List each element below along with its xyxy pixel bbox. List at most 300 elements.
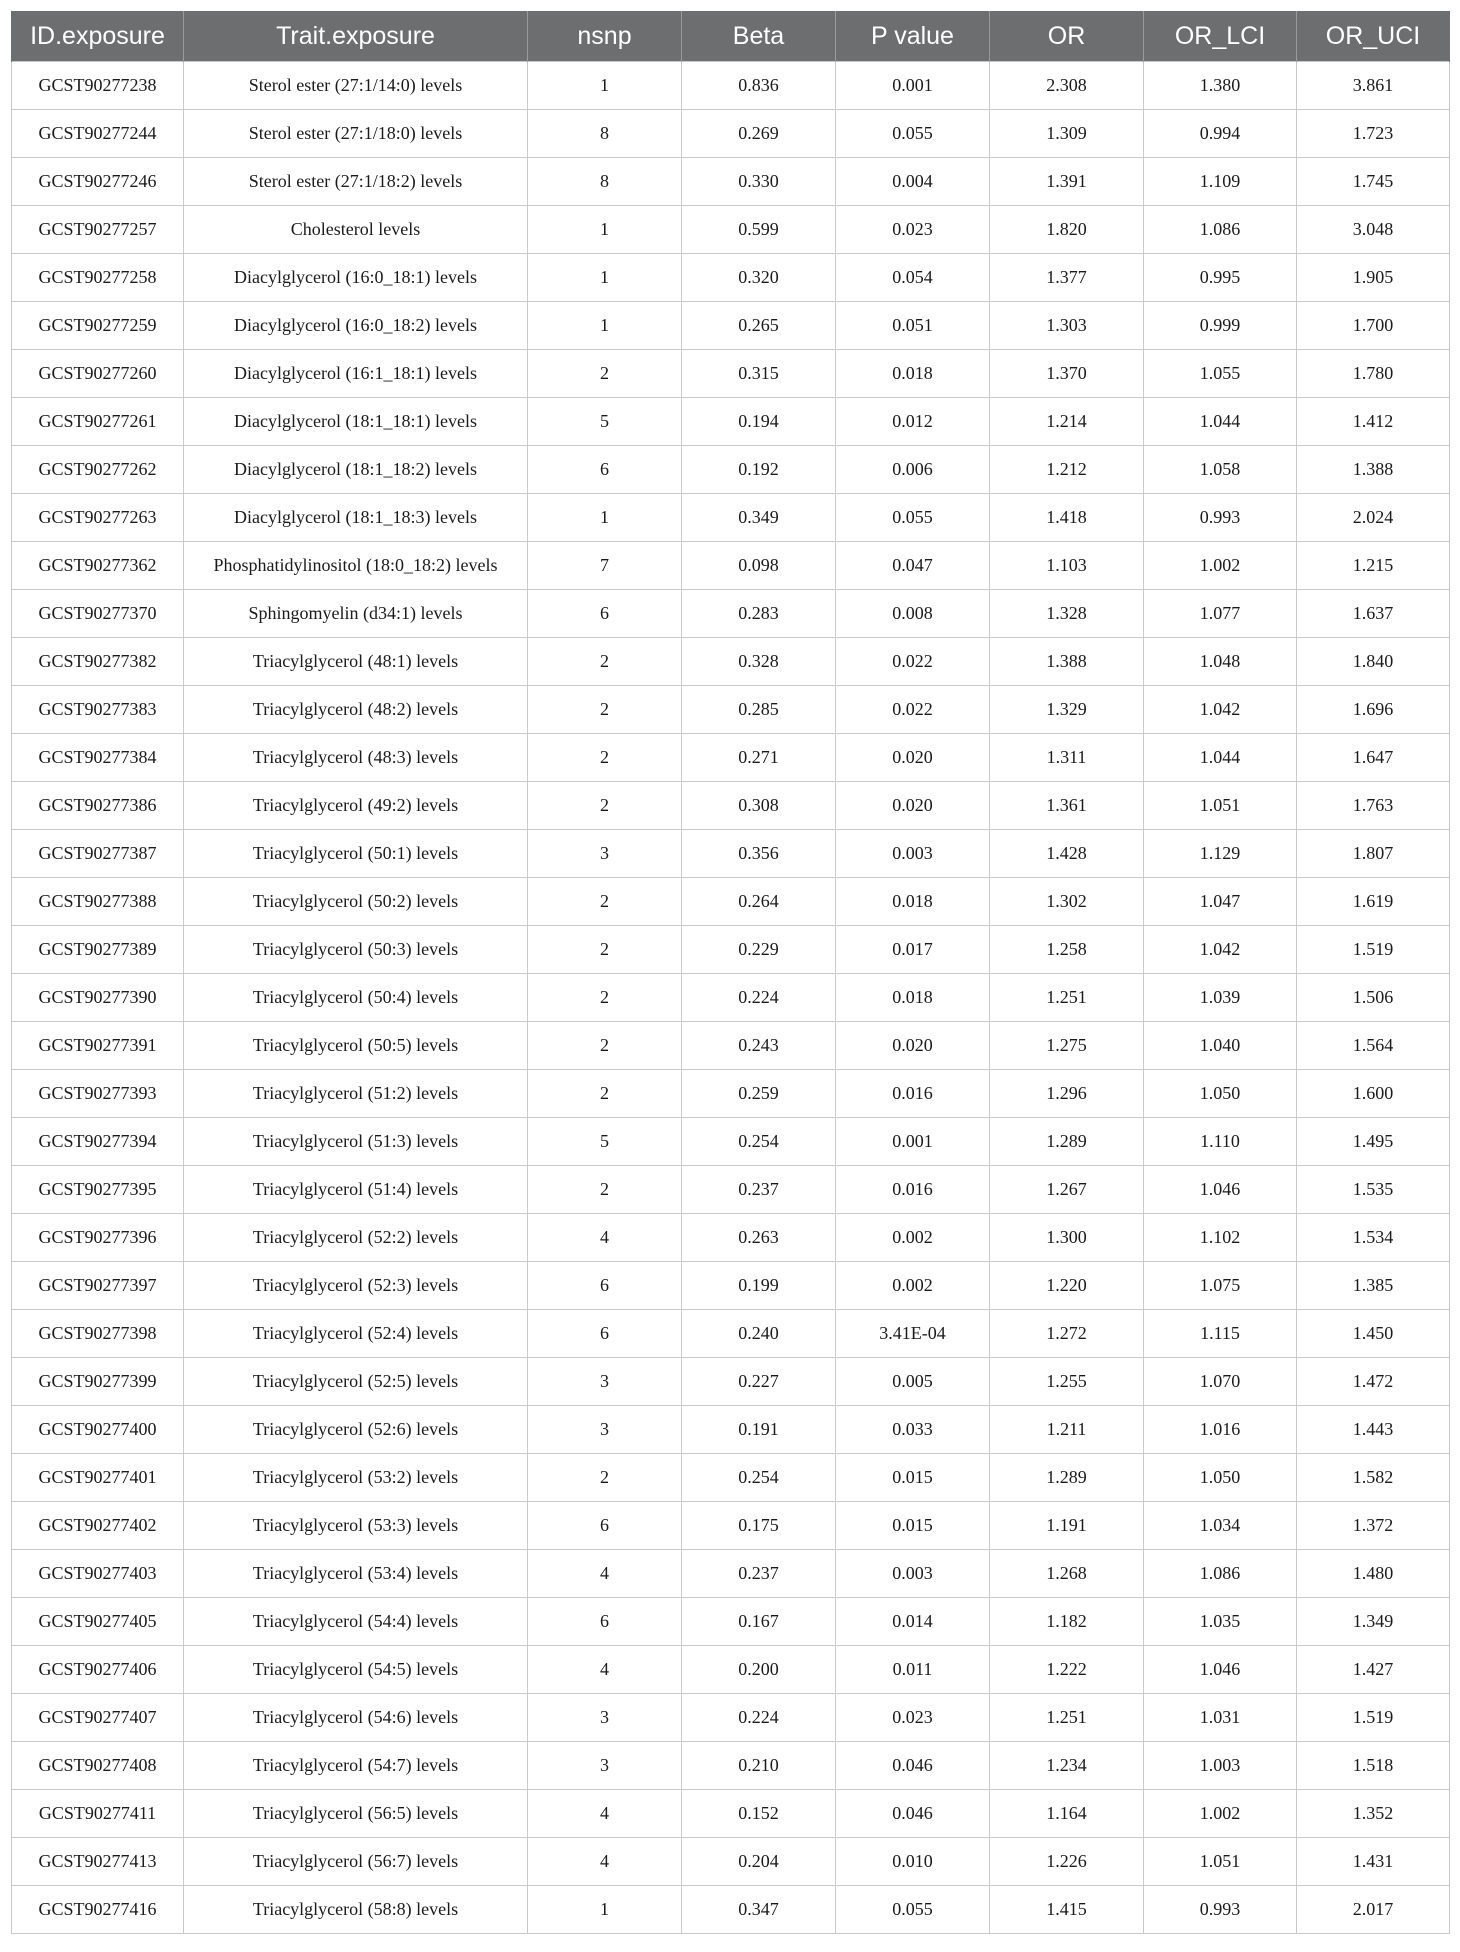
cell-or: 1.214 [990, 398, 1144, 446]
cell-or: 1.370 [990, 350, 1144, 398]
cell-beta: 0.265 [682, 302, 836, 350]
table-row [12, 1358, 1450, 1406]
cell-or-lci: 0.994 [1144, 110, 1297, 158]
cell-or-uci: 1.637 [1297, 590, 1450, 638]
cell-p-value: 0.033 [836, 1406, 990, 1454]
cell-beta: 0.152 [682, 1790, 836, 1838]
cell-or-uci: 1.443 [1297, 1406, 1450, 1454]
cell-p-value: 0.046 [836, 1790, 990, 1838]
cell-p-value: 0.015 [836, 1454, 990, 1502]
cell-beta: 0.200 [682, 1646, 836, 1694]
results-table-container [11, 11, 1449, 1934]
cell-p-value: 0.012 [836, 398, 990, 446]
cell-or-uci: 1.763 [1297, 782, 1450, 830]
cell-id-exposure: GCST90277399 [12, 1358, 184, 1406]
cell-beta: 0.254 [682, 1118, 836, 1166]
cell-beta: 0.098 [682, 542, 836, 590]
cell-or: 1.212 [990, 446, 1144, 494]
cell-or-lci: 1.046 [1144, 1166, 1297, 1214]
cell-or: 1.251 [990, 1694, 1144, 1742]
cell-id-exposure: GCST90277382 [12, 638, 184, 686]
cell-p-value: 0.018 [836, 350, 990, 398]
table-row [12, 1070, 1450, 1118]
cell-p-value: 0.020 [836, 1022, 990, 1070]
cell-or-lci: 1.086 [1144, 206, 1297, 254]
table-row [12, 1838, 1450, 1886]
cell-trait-exposure: Triacylglycerol (52:2) levels [184, 1214, 528, 1262]
cell-or: 1.296 [990, 1070, 1144, 1118]
cell-or-uci: 1.647 [1297, 734, 1450, 782]
cell-or: 1.418 [990, 494, 1144, 542]
cell-nsnp: 5 [528, 398, 682, 446]
table-row [12, 638, 1450, 686]
cell-or-uci: 1.696 [1297, 686, 1450, 734]
cell-p-value: 0.016 [836, 1166, 990, 1214]
cell-beta: 0.264 [682, 878, 836, 926]
table-row [12, 446, 1450, 494]
cell-trait-exposure: Triacylglycerol (50:1) levels [184, 830, 528, 878]
cell-trait-exposure: Triacylglycerol (50:3) levels [184, 926, 528, 974]
cell-or: 1.220 [990, 1262, 1144, 1310]
cell-or-lci: 1.042 [1144, 686, 1297, 734]
mr-results-table [11, 11, 1450, 1934]
table-row [12, 494, 1450, 542]
table-row [12, 1166, 1450, 1214]
cell-trait-exposure: Triacylglycerol (48:2) levels [184, 686, 528, 734]
cell-or-lci: 1.016 [1144, 1406, 1297, 1454]
cell-id-exposure: GCST90277403 [12, 1550, 184, 1598]
cell-trait-exposure: Triacylglycerol (51:3) levels [184, 1118, 528, 1166]
cell-id-exposure: GCST90277400 [12, 1406, 184, 1454]
cell-trait-exposure: Triacylglycerol (50:4) levels [184, 974, 528, 1022]
cell-or-lci: 1.044 [1144, 398, 1297, 446]
cell-or: 1.820 [990, 206, 1144, 254]
cell-or-uci: 1.472 [1297, 1358, 1450, 1406]
cell-id-exposure: GCST90277397 [12, 1262, 184, 1310]
cell-nsnp: 6 [528, 1310, 682, 1358]
cell-nsnp: 3 [528, 1694, 682, 1742]
cell-or-uci: 1.519 [1297, 926, 1450, 974]
cell-trait-exposure: Triacylglycerol (53:2) levels [184, 1454, 528, 1502]
cell-beta: 0.263 [682, 1214, 836, 1262]
cell-nsnp: 6 [528, 1598, 682, 1646]
cell-nsnp: 8 [528, 158, 682, 206]
cell-beta: 0.237 [682, 1550, 836, 1598]
cell-id-exposure: GCST90277257 [12, 206, 184, 254]
cell-or-uci: 1.372 [1297, 1502, 1450, 1550]
cell-id-exposure: GCST90277259 [12, 302, 184, 350]
cell-id-exposure: GCST90277384 [12, 734, 184, 782]
cell-beta: 0.599 [682, 206, 836, 254]
cell-trait-exposure: Triacylglycerol (52:6) levels [184, 1406, 528, 1454]
cell-beta: 0.836 [682, 62, 836, 110]
cell-id-exposure: GCST90277262 [12, 446, 184, 494]
cell-p-value: 0.055 [836, 1886, 990, 1934]
cell-beta: 0.259 [682, 1070, 836, 1118]
cell-or: 1.268 [990, 1550, 1144, 1598]
cell-beta: 0.349 [682, 494, 836, 542]
cell-or-lci: 1.034 [1144, 1502, 1297, 1550]
cell-p-value: 0.002 [836, 1262, 990, 1310]
cell-id-exposure: GCST90277386 [12, 782, 184, 830]
cell-trait-exposure: Diacylglycerol (18:1_18:1) levels [184, 398, 528, 446]
cell-beta: 0.328 [682, 638, 836, 686]
cell-trait-exposure: Triacylglycerol (54:6) levels [184, 1694, 528, 1742]
table-row [12, 1886, 1450, 1934]
cell-trait-exposure: Diacylglycerol (16:1_18:1) levels [184, 350, 528, 398]
cell-trait-exposure: Triacylglycerol (53:3) levels [184, 1502, 528, 1550]
cell-or-lci: 1.070 [1144, 1358, 1297, 1406]
cell-nsnp: 2 [528, 974, 682, 1022]
cell-trait-exposure: Triacylglycerol (53:4) levels [184, 1550, 528, 1598]
cell-p-value: 0.046 [836, 1742, 990, 1790]
cell-or: 1.275 [990, 1022, 1144, 1070]
column-header-or-uci: OR_UCI [1297, 11, 1450, 62]
cell-nsnp: 6 [528, 1502, 682, 1550]
cell-p-value: 0.016 [836, 1070, 990, 1118]
cell-trait-exposure: Triacylglycerol (50:5) levels [184, 1022, 528, 1070]
cell-nsnp: 2 [528, 878, 682, 926]
cell-or: 1.267 [990, 1166, 1144, 1214]
cell-or-lci: 0.999 [1144, 302, 1297, 350]
cell-trait-exposure: Diacylglycerol (16:0_18:2) levels [184, 302, 528, 350]
cell-or-uci: 1.905 [1297, 254, 1450, 302]
cell-beta: 0.167 [682, 1598, 836, 1646]
cell-nsnp: 3 [528, 830, 682, 878]
cell-p-value: 0.022 [836, 686, 990, 734]
cell-or: 1.428 [990, 830, 1144, 878]
cell-or: 1.415 [990, 1886, 1144, 1934]
cell-beta: 0.330 [682, 158, 836, 206]
cell-nsnp: 6 [528, 590, 682, 638]
cell-trait-exposure: Triacylglycerol (49:2) levels [184, 782, 528, 830]
cell-id-exposure: GCST90277388 [12, 878, 184, 926]
cell-trait-exposure: Sphingomyelin (d34:1) levels [184, 590, 528, 638]
cell-or: 1.329 [990, 686, 1144, 734]
cell-or-lci: 1.003 [1144, 1742, 1297, 1790]
cell-or: 1.289 [990, 1454, 1144, 1502]
cell-p-value: 0.005 [836, 1358, 990, 1406]
cell-beta: 0.285 [682, 686, 836, 734]
cell-or: 1.251 [990, 974, 1144, 1022]
cell-or: 1.255 [990, 1358, 1144, 1406]
cell-or-uci: 1.349 [1297, 1598, 1450, 1646]
cell-trait-exposure: Triacylglycerol (54:4) levels [184, 1598, 528, 1646]
cell-id-exposure: GCST90277416 [12, 1886, 184, 1934]
cell-or-uci: 1.723 [1297, 110, 1450, 158]
cell-id-exposure: GCST90277244 [12, 110, 184, 158]
cell-p-value: 0.002 [836, 1214, 990, 1262]
cell-beta: 0.192 [682, 446, 836, 494]
cell-beta: 0.229 [682, 926, 836, 974]
cell-or-lci: 1.086 [1144, 1550, 1297, 1598]
column-header-p-value: P value [836, 11, 990, 62]
cell-or-lci: 1.002 [1144, 1790, 1297, 1838]
cell-id-exposure: GCST90277394 [12, 1118, 184, 1166]
table-row [12, 926, 1450, 974]
cell-nsnp: 4 [528, 1550, 682, 1598]
cell-nsnp: 1 [528, 206, 682, 254]
cell-id-exposure: GCST90277411 [12, 1790, 184, 1838]
table-row [12, 62, 1450, 110]
cell-or-uci: 2.017 [1297, 1886, 1450, 1934]
cell-p-value: 0.003 [836, 830, 990, 878]
cell-p-value: 0.055 [836, 110, 990, 158]
table-header [12, 11, 1450, 62]
cell-trait-exposure: Triacylglycerol (54:7) levels [184, 1742, 528, 1790]
cell-beta: 0.243 [682, 1022, 836, 1070]
cell-beta: 0.227 [682, 1358, 836, 1406]
cell-trait-exposure: Triacylglycerol (48:1) levels [184, 638, 528, 686]
cell-or: 1.328 [990, 590, 1144, 638]
cell-beta: 0.308 [682, 782, 836, 830]
cell-or-uci: 1.480 [1297, 1550, 1450, 1598]
cell-or: 1.164 [990, 1790, 1144, 1838]
cell-trait-exposure: Triacylglycerol (48:3) levels [184, 734, 528, 782]
cell-p-value: 0.017 [836, 926, 990, 974]
cell-id-exposure: GCST90277396 [12, 1214, 184, 1262]
cell-trait-exposure: Triacylglycerol (58:8) levels [184, 1886, 528, 1934]
cell-id-exposure: GCST90277407 [12, 1694, 184, 1742]
cell-or-uci: 1.807 [1297, 830, 1450, 878]
cell-or-uci: 1.564 [1297, 1022, 1450, 1070]
cell-or: 1.303 [990, 302, 1144, 350]
cell-or-lci: 1.040 [1144, 1022, 1297, 1070]
cell-or-uci: 1.582 [1297, 1454, 1450, 1502]
cell-nsnp: 4 [528, 1838, 682, 1886]
cell-nsnp: 1 [528, 494, 682, 542]
cell-trait-exposure: Triacylglycerol (52:4) levels [184, 1310, 528, 1358]
cell-p-value: 0.054 [836, 254, 990, 302]
cell-p-value: 3.41E-04 [836, 1310, 990, 1358]
cell-or: 1.300 [990, 1214, 1144, 1262]
cell-trait-exposure: Triacylglycerol (51:4) levels [184, 1166, 528, 1214]
cell-id-exposure: GCST90277362 [12, 542, 184, 590]
cell-trait-exposure: Diacylglycerol (18:1_18:3) levels [184, 494, 528, 542]
cell-trait-exposure: Diacylglycerol (18:1_18:2) levels [184, 446, 528, 494]
cell-or-lci: 1.109 [1144, 158, 1297, 206]
cell-nsnp: 2 [528, 926, 682, 974]
cell-beta: 0.199 [682, 1262, 836, 1310]
table-row [12, 254, 1450, 302]
cell-p-value: 0.020 [836, 734, 990, 782]
cell-or-lci: 1.002 [1144, 542, 1297, 590]
cell-id-exposure: GCST90277387 [12, 830, 184, 878]
table-row [12, 974, 1450, 1022]
cell-or-lci: 1.035 [1144, 1598, 1297, 1646]
cell-trait-exposure: Triacylglycerol (50:2) levels [184, 878, 528, 926]
cell-p-value: 0.001 [836, 62, 990, 110]
cell-nsnp: 4 [528, 1214, 682, 1262]
cell-or-lci: 1.046 [1144, 1646, 1297, 1694]
cell-id-exposure: GCST90277370 [12, 590, 184, 638]
cell-beta: 0.175 [682, 1502, 836, 1550]
cell-nsnp: 4 [528, 1646, 682, 1694]
cell-or-uci: 1.352 [1297, 1790, 1450, 1838]
cell-id-exposure: GCST90277405 [12, 1598, 184, 1646]
cell-or-uci: 3.861 [1297, 62, 1450, 110]
table-row [12, 1406, 1450, 1454]
cell-or-uci: 1.215 [1297, 542, 1450, 590]
cell-beta: 0.356 [682, 830, 836, 878]
cell-nsnp: 6 [528, 446, 682, 494]
cell-or-lci: 1.115 [1144, 1310, 1297, 1358]
cell-beta: 0.271 [682, 734, 836, 782]
table-row [12, 1454, 1450, 1502]
column-header-id-exposure: ID.exposure [12, 11, 184, 62]
cell-nsnp: 1 [528, 62, 682, 110]
cell-or-uci: 1.535 [1297, 1166, 1450, 1214]
cell-or: 1.377 [990, 254, 1144, 302]
cell-p-value: 0.001 [836, 1118, 990, 1166]
cell-or-uci: 1.619 [1297, 878, 1450, 926]
cell-or-lci: 1.055 [1144, 350, 1297, 398]
cell-p-value: 0.023 [836, 1694, 990, 1742]
cell-nsnp: 1 [528, 1886, 682, 1934]
cell-or-uci: 1.518 [1297, 1742, 1450, 1790]
table-row [12, 110, 1450, 158]
cell-or-uci: 1.388 [1297, 446, 1450, 494]
cell-nsnp: 3 [528, 1742, 682, 1790]
table-row [12, 1790, 1450, 1838]
table-row [12, 542, 1450, 590]
cell-beta: 0.194 [682, 398, 836, 446]
cell-or-lci: 1.050 [1144, 1454, 1297, 1502]
cell-id-exposure: GCST90277406 [12, 1646, 184, 1694]
table-row [12, 398, 1450, 446]
cell-id-exposure: GCST90277258 [12, 254, 184, 302]
table-row [12, 830, 1450, 878]
cell-nsnp: 2 [528, 1070, 682, 1118]
cell-or-lci: 1.031 [1144, 1694, 1297, 1742]
cell-beta: 0.237 [682, 1166, 836, 1214]
cell-or-uci: 1.745 [1297, 158, 1450, 206]
cell-p-value: 0.047 [836, 542, 990, 590]
cell-or: 1.211 [990, 1406, 1144, 1454]
cell-p-value: 0.051 [836, 302, 990, 350]
table-row [12, 1550, 1450, 1598]
cell-nsnp: 2 [528, 734, 682, 782]
table-body [12, 62, 1450, 1934]
cell-id-exposure: GCST90277408 [12, 1742, 184, 1790]
table-row [12, 782, 1450, 830]
cell-or: 1.302 [990, 878, 1144, 926]
table-row [12, 1310, 1450, 1358]
cell-id-exposure: GCST90277238 [12, 62, 184, 110]
cell-or-lci: 1.047 [1144, 878, 1297, 926]
cell-id-exposure: GCST90277390 [12, 974, 184, 1022]
cell-trait-exposure: Triacylglycerol (51:2) levels [184, 1070, 528, 1118]
column-header-or-lci: OR_LCI [1144, 11, 1297, 62]
cell-or: 1.289 [990, 1118, 1144, 1166]
cell-trait-exposure: Sterol ester (27:1/14:0) levels [184, 62, 528, 110]
cell-or: 1.391 [990, 158, 1144, 206]
cell-id-exposure: GCST90277263 [12, 494, 184, 542]
table-row [12, 1022, 1450, 1070]
table-row [12, 1262, 1450, 1310]
cell-trait-exposure: Sterol ester (27:1/18:0) levels [184, 110, 528, 158]
cell-nsnp: 2 [528, 350, 682, 398]
cell-id-exposure: GCST90277391 [12, 1022, 184, 1070]
cell-or-lci: 1.050 [1144, 1070, 1297, 1118]
cell-or: 1.388 [990, 638, 1144, 686]
cell-nsnp: 7 [528, 542, 682, 590]
cell-nsnp: 8 [528, 110, 682, 158]
cell-or: 2.308 [990, 62, 1144, 110]
cell-or-uci: 1.700 [1297, 302, 1450, 350]
cell-or-uci: 1.600 [1297, 1070, 1450, 1118]
cell-beta: 0.320 [682, 254, 836, 302]
cell-beta: 0.224 [682, 974, 836, 1022]
cell-nsnp: 6 [528, 1262, 682, 1310]
cell-beta: 0.269 [682, 110, 836, 158]
cell-beta: 0.210 [682, 1742, 836, 1790]
cell-id-exposure: GCST90277383 [12, 686, 184, 734]
table-row [12, 590, 1450, 638]
cell-id-exposure: GCST90277260 [12, 350, 184, 398]
cell-trait-exposure: Phosphatidylinositol (18:0_18:2) levels [184, 542, 528, 590]
cell-beta: 0.254 [682, 1454, 836, 1502]
column-header-nsnp: nsnp [528, 11, 682, 62]
cell-or-lci: 1.075 [1144, 1262, 1297, 1310]
table-row [12, 158, 1450, 206]
cell-or-lci: 1.051 [1144, 782, 1297, 830]
cell-nsnp: 1 [528, 254, 682, 302]
cell-or-lci: 0.993 [1144, 1886, 1297, 1934]
cell-trait-exposure: Sterol ester (27:1/18:2) levels [184, 158, 528, 206]
cell-id-exposure: GCST90277389 [12, 926, 184, 974]
table-row [12, 1694, 1450, 1742]
cell-or-uci: 1.427 [1297, 1646, 1450, 1694]
cell-or-lci: 1.042 [1144, 926, 1297, 974]
table-row [12, 734, 1450, 782]
table-row [12, 302, 1450, 350]
cell-or-lci: 1.058 [1144, 446, 1297, 494]
cell-or: 1.258 [990, 926, 1144, 974]
table-row [12, 878, 1450, 926]
header-row [12, 11, 1450, 62]
cell-or: 1.222 [990, 1646, 1144, 1694]
table-row [12, 1502, 1450, 1550]
cell-nsnp: 2 [528, 638, 682, 686]
cell-id-exposure: GCST90277398 [12, 1310, 184, 1358]
cell-nsnp: 3 [528, 1358, 682, 1406]
cell-or-lci: 1.051 [1144, 1838, 1297, 1886]
table-row [12, 686, 1450, 734]
table-row [12, 1214, 1450, 1262]
cell-beta: 0.191 [682, 1406, 836, 1454]
column-header-trait-exposure: Trait.exposure [184, 11, 528, 62]
cell-or-lci: 1.129 [1144, 830, 1297, 878]
cell-beta: 0.240 [682, 1310, 836, 1358]
cell-nsnp: 3 [528, 1406, 682, 1454]
cell-or-uci: 2.024 [1297, 494, 1450, 542]
cell-p-value: 0.014 [836, 1598, 990, 1646]
cell-or-uci: 1.519 [1297, 1694, 1450, 1742]
cell-p-value: 0.006 [836, 446, 990, 494]
cell-id-exposure: GCST90277395 [12, 1166, 184, 1214]
cell-id-exposure: GCST90277393 [12, 1070, 184, 1118]
cell-or-uci: 1.506 [1297, 974, 1450, 1022]
cell-p-value: 0.018 [836, 878, 990, 926]
cell-trait-exposure: Triacylglycerol (54:5) levels [184, 1646, 528, 1694]
table-row [12, 1118, 1450, 1166]
cell-trait-exposure: Triacylglycerol (56:5) levels [184, 1790, 528, 1838]
table-row [12, 1646, 1450, 1694]
cell-or-uci: 1.780 [1297, 350, 1450, 398]
column-header-beta: Beta [682, 11, 836, 62]
cell-or-uci: 1.412 [1297, 398, 1450, 446]
